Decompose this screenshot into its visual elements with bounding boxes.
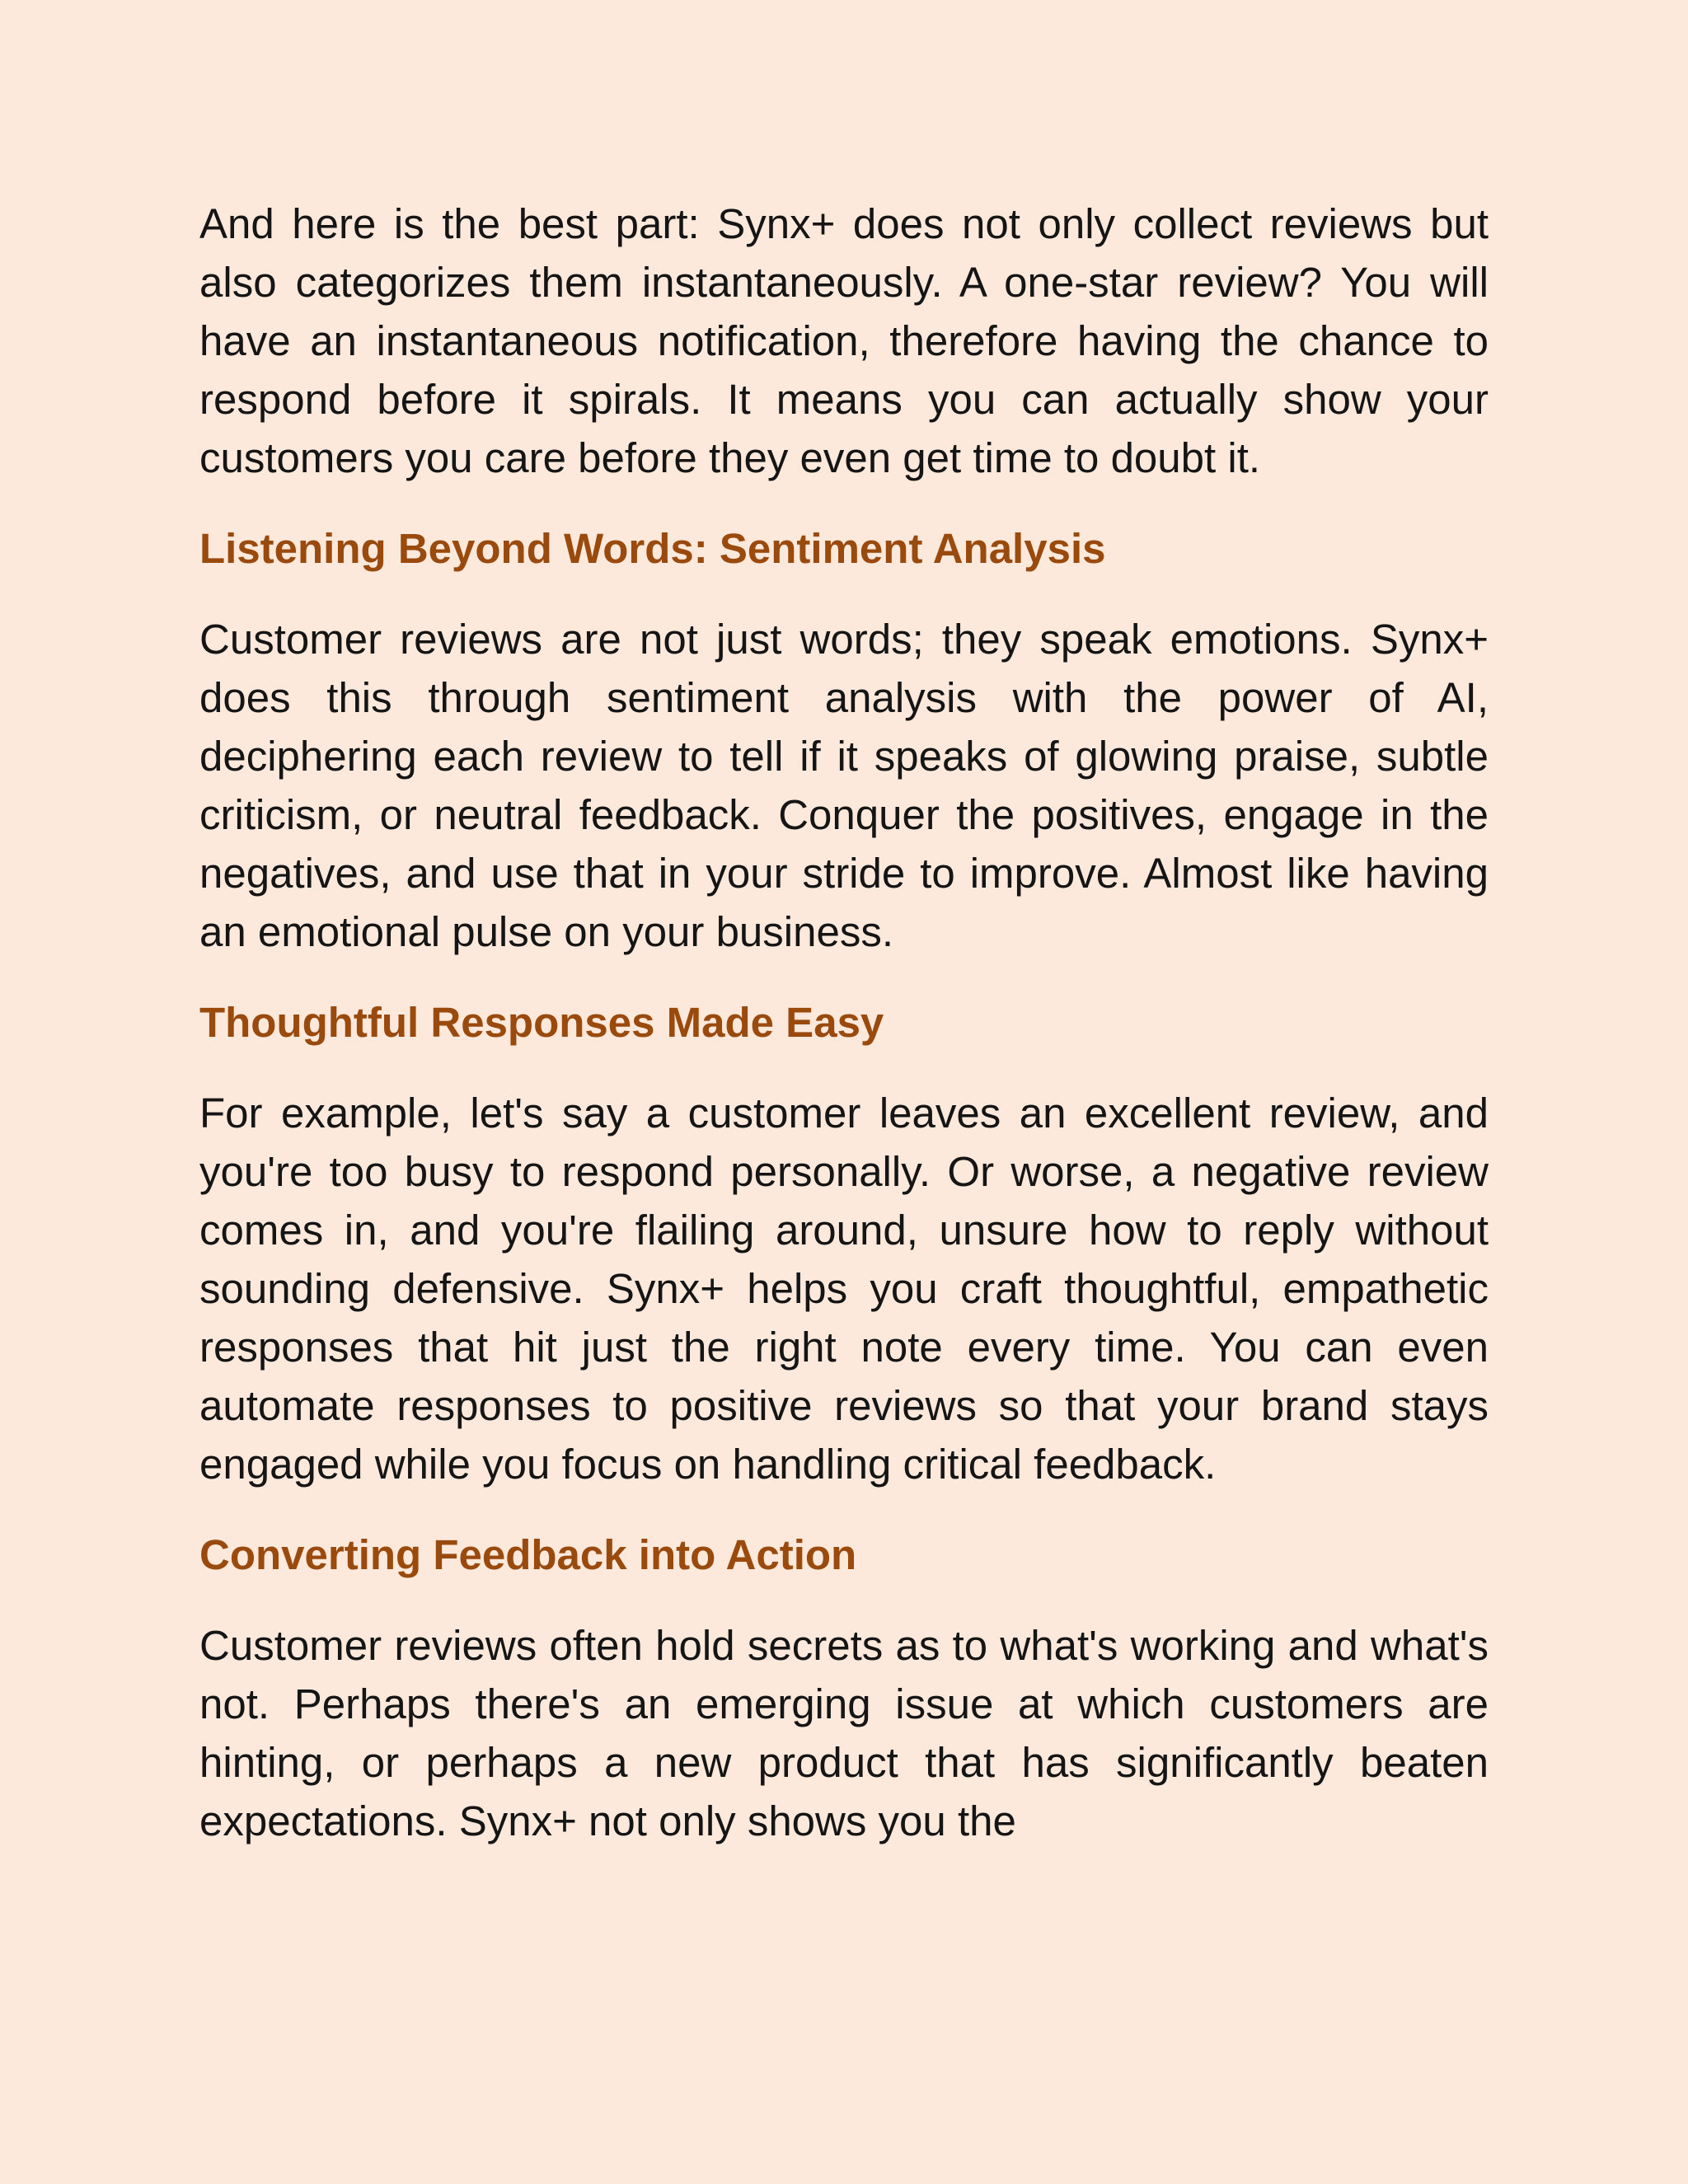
paragraph-sentiment-analysis: Customer reviews are not just words; they speak emotions. Synx+ does this through sentiment analysis with the power of AI, deciphering each review to tell if it speaks of glowing praise, subtle criticism, or neutral feedback. Conquer the positives, engage in the negatives, and use that in your stride to improve. Almost like having an emotional pulse on your business. [199,616,1489,955]
paragraph-thoughtful-responses: For example, let's say a customer leaves an excellent review, and you're too busy to respond personally. Or worse, a negative review comes in, and you're flailing around, unsure how to reply without sounding defensive. Synx+ helps you craft thoughtful, empathetic responses that hit just the right note every time. You can even automate responses to positive reviews so that your brand stays engaged while you focus on handling critical feedback. [199,1090,1489,1488]
paragraph-feedback-into-action: Customer reviews often hold secrets as to what's working and what's not. Perhaps there's an emerging issue at which customers are hinting, or perhaps a new product that has significantly beaten expectations. Synx+ not only shows you the [199,1622,1489,1844]
paragraph-best-part: And here is the best part: Synx+ does not only collect reviews but also categorizes them instantaneously. A one-star review? You will have an instantaneous notification, therefore having the chance to respond before it spirals. It means you can actually show your customers you care before they even get time to doubt it. [199,200,1489,481]
heading-sentiment-analysis: Listening Beyond Words: Sentiment Analysis [199,525,1106,572]
heading-feedback-into-action: Converting Feedback into Action [199,1531,857,1578]
document-page [199,194,1489,1850]
heading-thoughtful-responses: Thoughtful Responses Made Easy [199,999,884,1046]
